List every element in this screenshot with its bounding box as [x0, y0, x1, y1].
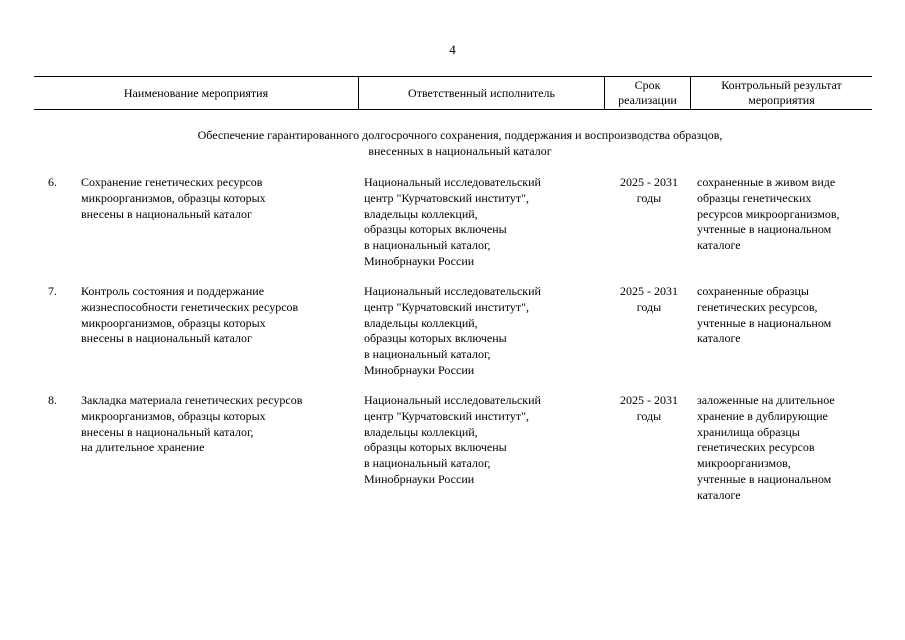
row-name: Закладка материала генетических ресурсов микроорганизмов, образцы которых внесены в национальный каталог, на длительное хранение	[81, 393, 303, 455]
header-col-term: Срок реализации	[618, 78, 677, 107]
row-number: 7.	[48, 284, 57, 298]
header-col-responsible: Ответственный исполнитель	[408, 85, 555, 100]
row-result: сохраненные в живом виде образцы генетических ресурсов микроорганизмов, учтенные в национальном каталоге	[697, 175, 840, 253]
row-term: 2025 - 2031 годы	[620, 175, 678, 205]
row-responsible: Национальный исследовательский центр "Курчатовский институт", владельцы коллекций, образцы которых включены в национальный каталог, Минобрнауки России	[364, 284, 541, 377]
row-term: 2025 - 2031 годы	[620, 284, 678, 314]
row-name: Контроль состояния и поддержание жизнеспособности генетических ресурсов микроорганизмов, образцы которых внесены в национальный каталог	[81, 284, 299, 346]
row-number: 8.	[48, 393, 57, 407]
section-title: Обеспечение гарантированного долгосрочного сохранения, поддержания и воспроизводства образцов, внесенных в национальный каталог	[197, 128, 723, 158]
row-responsible: Национальный исследовательский центр "Курчатовский институт", владельцы коллекций, образцы которых включены в национальный каталог, Минобрнауки России	[364, 175, 541, 268]
row-name: Сохранение генетических ресурсов микроорганизмов, образцы которых внесены в национальный каталог	[81, 175, 266, 221]
row-number: 6.	[48, 175, 57, 189]
row-result: заложенные на длительное хранение в дублирующие хранилища образцы генетических ресурсов микроорганизмов, учтенные в национальном каталоге	[697, 393, 835, 502]
row-term: 2025 - 2031 годы	[620, 393, 678, 423]
row-result: сохраненные образцы генетических ресурсов, учтенные в национальном каталоге	[697, 284, 832, 346]
header-col-result: Контрольный результат мероприятия	[721, 78, 842, 107]
row-responsible: Национальный исследовательский центр "Курчатовский институт", владельцы коллекций, образцы которых включены в национальный каталог, Минобрнауки России	[364, 393, 541, 486]
page-number: 4	[449, 42, 456, 57]
header-col-name: Наименование мероприятия	[123, 85, 269, 100]
table-header-bottom-rule	[34, 109, 872, 110]
